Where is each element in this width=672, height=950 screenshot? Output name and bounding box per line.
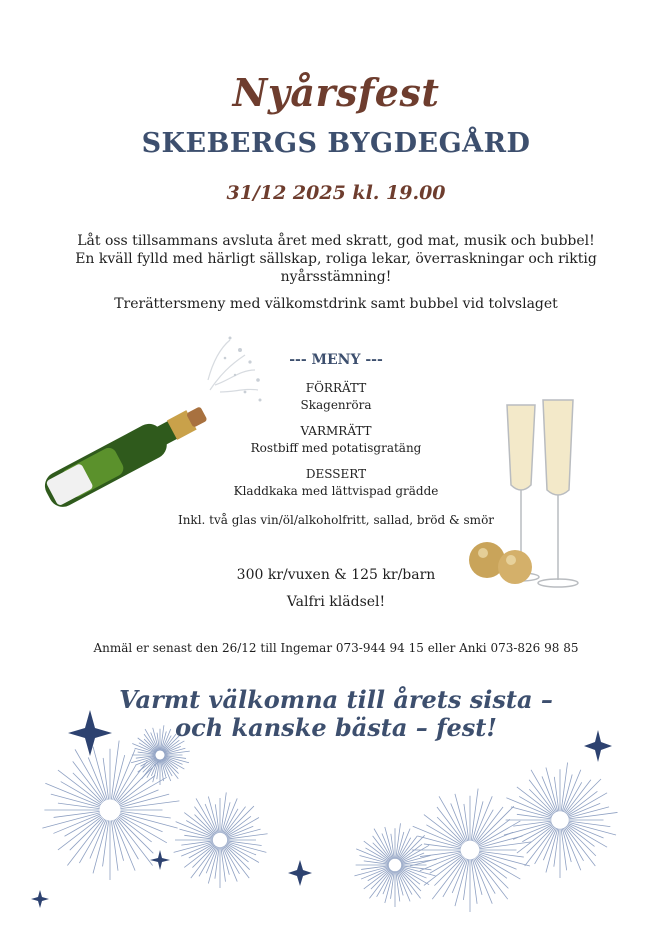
course-dish: Skagenröra <box>300 398 372 412</box>
course-dish: Kladdkaka med lättvispad grädde <box>233 484 439 498</box>
course-name: DESSERT <box>305 467 367 481</box>
welcome-line: och kanske bästa – fest! <box>175 713 497 742</box>
course-dish: Rostbiff med potatisgratäng <box>250 441 422 455</box>
page-title: Nyårsfest <box>232 70 440 115</box>
dress-code: Valfri klädsel! <box>286 594 386 610</box>
signup-info: Anmäl er senast den 26/12 till Ingemar 073-944 94 15 eller Anki 073-826 98 85 <box>93 641 579 655</box>
menu-heading: --- MENY --- <box>289 352 383 368</box>
intro-line: Låt oss tillsammans avsluta året med skratt, god mat, musik och bubbel! <box>77 233 595 249</box>
price-info: 300 kr/vuxen & 125 kr/barn <box>236 567 436 583</box>
intro-line: En kväll fylld med härligt sällskap, roliga lekar, överraskningar och riktig <box>75 251 597 267</box>
intro-text <box>0 232 672 286</box>
event-date: 31/12 2025 kl. 19.00 <box>226 182 446 204</box>
welcome-message <box>0 686 672 742</box>
included-items: Inkl. två glas vin/öl/alkoholfritt, sallad, bröd & smör <box>177 513 495 527</box>
menu-intro: Trerättersmeny med välkomstdrink samt bubbel vid tolvslaget <box>114 296 558 312</box>
champagne-glasses-icon <box>465 395 605 595</box>
course-name: FÖRRÄTT <box>305 381 367 395</box>
intro-line: nyårsstämning! <box>280 269 392 285</box>
course-name: VARMRÄTT <box>300 424 372 438</box>
welcome-line: Varmt välkomna till årets sista – <box>119 685 553 714</box>
venue-name: SKEBERGS BYGDEGÅRD <box>141 128 531 159</box>
